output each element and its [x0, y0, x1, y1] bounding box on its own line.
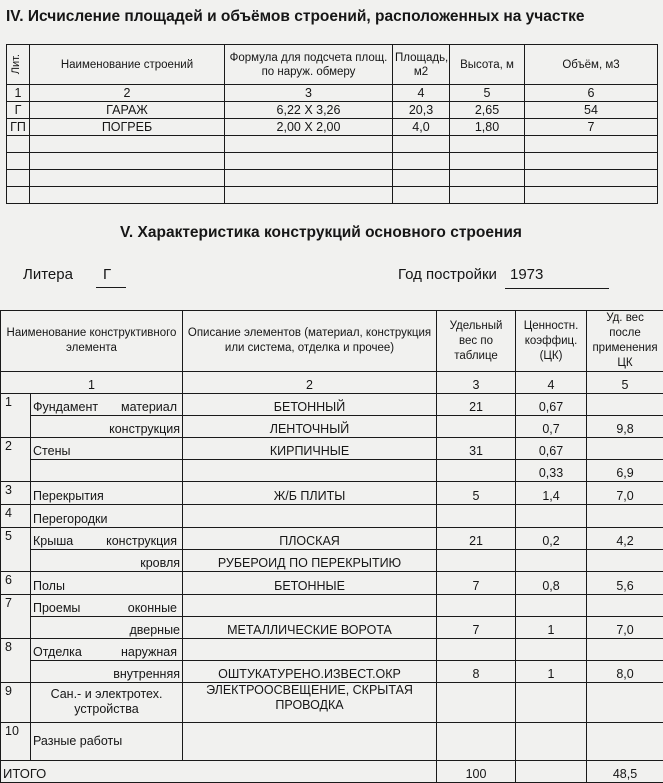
header-litera: Лит.	[7, 45, 30, 85]
areas-volumes-table	[6, 44, 658, 204]
empty-row	[7, 170, 658, 187]
cell-area: 4,0	[393, 119, 450, 136]
table-row	[1, 550, 663, 572]
element-weight: 21	[437, 394, 516, 416]
total-coefficient	[516, 761, 587, 783]
total-weight: 100	[437, 761, 516, 783]
element-result	[587, 394, 663, 416]
element-description	[183, 460, 437, 482]
row-number: 7	[1, 595, 31, 639]
row-number: 3	[1, 482, 31, 505]
cell-litera: ГП	[7, 119, 30, 136]
litera-value: Г	[103, 266, 111, 283]
table-row	[1, 460, 663, 482]
element-result	[587, 595, 663, 617]
element-coefficient: 0,7	[516, 416, 587, 438]
element-result	[587, 683, 663, 723]
cell-area: 20,3	[393, 102, 450, 119]
element-result	[587, 639, 663, 661]
element-description: ОШТУКАТУРЕНО.ИЗВЕСТ.ОКР	[183, 661, 437, 683]
table-row	[1, 572, 663, 595]
element-name: Отделка наружная	[31, 639, 183, 661]
element-weight: 8	[437, 661, 516, 683]
element-weight: 21	[437, 528, 516, 550]
element-weight	[437, 505, 516, 528]
table-row	[1, 617, 663, 639]
cell-volume: 7	[525, 119, 658, 136]
table-row	[1, 723, 663, 761]
row-number: 6	[1, 572, 31, 595]
col-number: 3	[437, 372, 516, 394]
element-name: Перегородки	[31, 505, 183, 528]
header-description: Описание элементов (материал, конструкция или система, отделка и прочее)	[183, 311, 437, 372]
table-row	[1, 438, 663, 460]
element-coefficient: 0,67	[516, 394, 587, 416]
element-result: 8,0	[587, 661, 663, 683]
element-coefficient: 0,8	[516, 572, 587, 595]
element-weight: 5	[437, 482, 516, 505]
element-result	[587, 723, 663, 761]
col-number: 5	[450, 85, 525, 102]
element-coefficient: 1	[516, 617, 587, 639]
element-result	[587, 438, 663, 460]
element-result: 7,0	[587, 482, 663, 505]
element-subname: внутренняя	[31, 661, 183, 683]
element-subname: дверные	[31, 617, 183, 639]
header-area: Площадь, м2	[393, 45, 450, 85]
element-result: 6,9	[587, 460, 663, 482]
header-coefficient: Ценностн. коэффиц. (ЦК)	[516, 311, 587, 372]
element-coefficient: 0,67	[516, 438, 587, 460]
table-row	[1, 394, 663, 416]
total-row	[1, 761, 663, 783]
col-number: 2	[30, 85, 225, 102]
element-description: ЭЛЕКТРООСВЕЩЕНИЕ, СКРЫТАЯ ПРОВОДКА	[183, 683, 437, 723]
cell-formula: 6,22 X 3,26	[225, 102, 393, 119]
cell-building-name: ПОГРЕБ	[30, 119, 225, 136]
element-weight	[437, 460, 516, 482]
col-number: 2	[183, 372, 437, 394]
element-description	[183, 505, 437, 528]
element-result: 7,0	[587, 617, 663, 639]
element-description: ЛЕНТОЧНЫЙ	[183, 416, 437, 438]
element-description: БЕТОННЫЙ	[183, 394, 437, 416]
header-element-name: Наименование конструктивного элемента	[1, 311, 183, 372]
element-name: Проемы оконные	[31, 595, 183, 617]
header-weight: Удельный вес по таблице	[437, 311, 516, 372]
total-label: ИТОГО	[1, 761, 437, 783]
element-result: 4,2	[587, 528, 663, 550]
element-name: Полы	[31, 572, 183, 595]
row-number: 9	[1, 683, 31, 723]
table-row	[1, 416, 663, 438]
col-number: 5	[587, 372, 663, 394]
total-result: 48,5	[587, 761, 663, 783]
element-weight: 7	[437, 617, 516, 639]
element-coefficient	[516, 595, 587, 617]
table-row	[7, 102, 658, 119]
year-value: 1973	[510, 266, 543, 283]
table-row	[1, 528, 663, 550]
column-number-row	[1, 372, 663, 394]
element-coefficient	[516, 639, 587, 661]
empty-row	[7, 187, 658, 204]
col-number: 4	[516, 372, 587, 394]
element-subname	[31, 460, 183, 482]
table-row	[1, 595, 663, 617]
row-number: 10	[1, 723, 31, 761]
element-description: МЕТАЛЛИЧЕСКИЕ ВОРОТА	[183, 617, 437, 639]
element-weight	[437, 595, 516, 617]
section5-title: V. Характеристика конструкций основного строения	[120, 224, 522, 242]
col-number: 6	[525, 85, 658, 102]
col-number: 3	[225, 85, 393, 102]
table-row	[1, 505, 663, 528]
header-building-name: Наименование строений	[30, 45, 225, 85]
element-weight	[437, 416, 516, 438]
col-number: 4	[393, 85, 450, 102]
element-description: РУБЕРОИД ПО ПЕРЕКРЫТИЮ	[183, 550, 437, 572]
element-weight	[437, 550, 516, 572]
element-name: Стены	[31, 438, 183, 460]
element-description	[183, 639, 437, 661]
section4-title: IV. Исчисление площадей и объёмов строений, расположенных на участке	[6, 8, 585, 26]
table-row	[1, 639, 663, 661]
element-coefficient: 1,4	[516, 482, 587, 505]
element-name: Крыша конструкция	[31, 528, 183, 550]
column-number-row	[7, 85, 658, 102]
element-name: Перекрытия	[31, 482, 183, 505]
litera-label: Литера	[23, 266, 73, 283]
cell-building-name: ГАРАЖ	[30, 102, 225, 119]
element-description: ПЛОСКАЯ	[183, 528, 437, 550]
col-number: 1	[1, 372, 183, 394]
year-label: Год постройки	[398, 266, 497, 283]
header-height: Высота, м	[450, 45, 525, 85]
element-name: Разные работы	[31, 723, 183, 761]
litera-underline	[96, 287, 126, 288]
table-row	[7, 119, 658, 136]
element-coefficient: 1	[516, 661, 587, 683]
element-description: Ж/Б ПЛИТЫ	[183, 482, 437, 505]
element-weight	[437, 723, 516, 761]
element-name: Сан.- и электротех. устройства	[31, 683, 183, 723]
element-subname: кровля	[31, 550, 183, 572]
header-volume: Объём, м3	[525, 45, 658, 85]
header-formula: Формула для подсчета площ. по наруж. обмеру	[225, 45, 393, 85]
table-row	[1, 661, 663, 683]
element-coefficient	[516, 683, 587, 723]
element-coefficient: 0,33	[516, 460, 587, 482]
element-coefficient	[516, 723, 587, 761]
row-number: 5	[1, 528, 31, 572]
element-description	[183, 595, 437, 617]
row-number: 1	[1, 394, 31, 438]
row-number: 8	[1, 639, 31, 683]
table-row	[1, 683, 663, 723]
cell-height: 1,80	[450, 119, 525, 136]
element-result: 5,6	[587, 572, 663, 595]
table-row	[1, 482, 663, 505]
element-name: Фундамент материал	[31, 394, 183, 416]
cell-litera: Г	[7, 102, 30, 119]
element-description: БЕТОННЫЕ	[183, 572, 437, 595]
year-underline	[505, 288, 609, 289]
element-result: 9,8	[587, 416, 663, 438]
element-weight: 31	[437, 438, 516, 460]
header-result-weight: Уд. вес после применения ЦК	[587, 311, 663, 372]
element-weight	[437, 639, 516, 661]
col-number: 1	[7, 85, 30, 102]
element-weight: 7	[437, 572, 516, 595]
construction-elements-table	[0, 310, 663, 783]
empty-row	[7, 136, 658, 153]
cell-volume: 54	[525, 102, 658, 119]
element-subname: конструкция	[31, 416, 183, 438]
element-coefficient	[516, 550, 587, 572]
empty-row	[7, 153, 658, 170]
element-coefficient	[516, 505, 587, 528]
cell-height: 2,65	[450, 102, 525, 119]
cell-formula: 2,00 X 2,00	[225, 119, 393, 136]
element-weight	[437, 683, 516, 723]
element-result	[587, 550, 663, 572]
element-description: КИРПИЧНЫЕ	[183, 438, 437, 460]
element-result	[587, 505, 663, 528]
element-coefficient: 0,2	[516, 528, 587, 550]
row-number: 4	[1, 505, 31, 528]
row-number: 2	[1, 438, 31, 482]
element-description	[183, 723, 437, 761]
